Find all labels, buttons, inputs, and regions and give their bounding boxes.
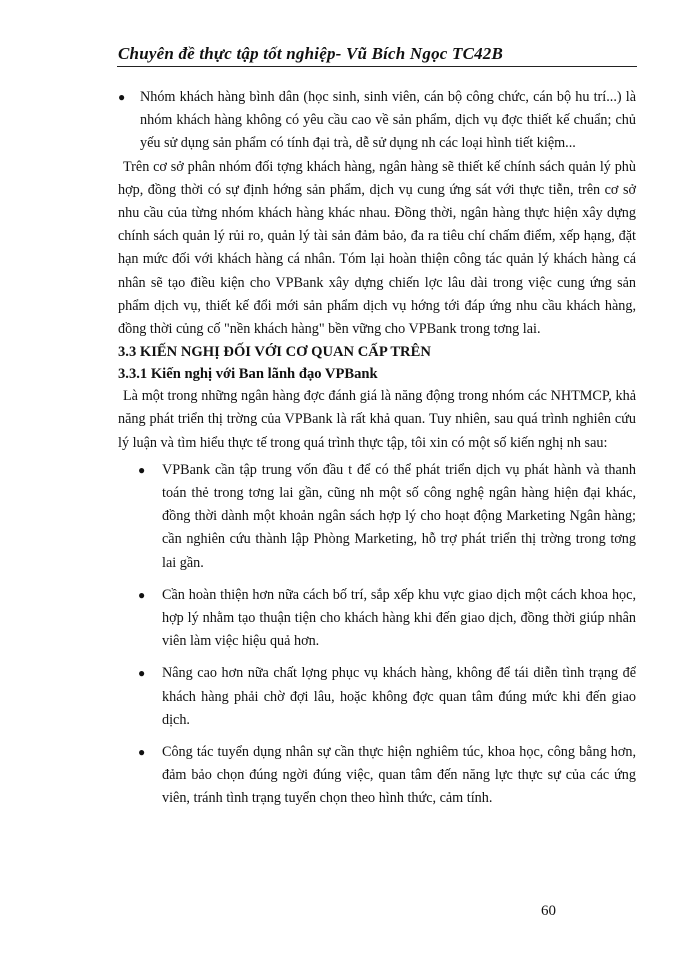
page-content	[118, 86, 636, 820]
list-item-text: Cần hoàn thiện hơn nữa cách bố trí, sắp xếp khu vực giao dịch một cách khoa học, hợp lý nhằm tạo thuận tiện cho khách hàng khi đến giao dịch, đồng thời giúp nhân viên làm việc hiệu quả hơn.	[162, 586, 636, 650]
list-item-text: Nâng cao hơn nữa chất lợng phục vụ khách hàng, không để tái diễn tình trạng để khách hàng phải chờ đợi lâu, hoặc không đợc quan tâm đúng mức khi đến giao dịch.	[162, 665, 636, 728]
list-item	[138, 741, 636, 811]
bullet-text: Nhóm khách hàng bình dân (học sinh, sinh viên, cán bộ công chức, cán bộ hu trí...) là nhóm khách hàng không có yêu cầu cao về sản phẩm, dịch vụ đợc thiết kế chuẩn; chủ yếu sử dụng sản phẩm có tính đại trà, dễ sử dụng nh các loại hình tiết kiệm...	[140, 89, 636, 152]
subsection-heading: 3.3.1 Kiến nghị với Ban lãnh đạo VPBank	[118, 366, 378, 383]
bullet-icon: ●	[138, 462, 146, 477]
list-item-text: VPBank cần tập trung vốn đầu t để có thể phát triển dịch vụ phát hành và thanh toán thẻ trong tơng lai gần, cũng nh một số công nghệ ngân hàng hiện đại khác, đồng thời dành một khoản ngân sách hợp lý cho hoạt động Marketing Ngân hàng; cần nghiên cứu thành lập Phòng Marketing, hỗ trợ phát triển thị trờng trong tơng lai gần.	[162, 461, 636, 571]
list-item	[138, 459, 636, 575]
list-item-text: Công tác tuyển dụng nhân sự cần thực hiện nghiêm túc, khoa học, công bằng hơn, đảm bảo chọn đúng ngời đúng việc, quan tâm đến năng lực thực sự của các ứng viên, tránh tình trạng tuyển chọn theo hình thức, cảm tính.	[162, 744, 636, 807]
running-header: Chuyên đề thực tập tốt nghiệp- Vũ Bích Ngọc TC42B	[118, 44, 504, 63]
list-item	[138, 584, 636, 654]
section-heading: 3.3 KIẾN NGHỊ ĐỐI VỚI CƠ QUAN CẤP TRÊN	[118, 344, 431, 361]
bullet-icon: ●	[118, 90, 126, 104]
bullet-item	[118, 86, 636, 156]
body-paragraph: Là một trong những ngân hàng đợc đánh giá là năng động trong nhóm các NHTMCP, khả năng phát triển thị trờng của VPBank là rất khả quan. Tuy nhiên, sau quá trình nghiên cứu lý luận và tìm hiểu thực tế trong quá trình thực tập, tôi xin có một số kiến nghị nh sau:	[118, 388, 636, 451]
recommendation-list	[138, 459, 636, 811]
bullet-icon: ●	[138, 587, 146, 602]
page-number: 60	[541, 903, 556, 919]
body-paragraph: Trên cơ sở phân nhóm đối tợng khách hàng, ngân hàng sẽ thiết kế chính sách quản lý phù hợp, đồng thời có sự định hớng sản phẩm, dịch vụ cung ứng sát với thực tiễn, trên cơ sở nhu cầu của từng nhóm khách hàng khác nhau. Đồng thời, ngân hàng thực hiện xây dựng chính sách quản lý rủi ro, quản lý tài sản đảm bảo, đa ra tiêu chí chấm điểm, xếp hạng, đặt hạn mức đối với khách hàng cá nhân. Tóm lại hoàn thiện công tác quản lý khách hàng cá nhân sẽ tạo điều kiện cho VPBank xây dựng chiến lợc lâu dài trong việc cung ứng sản phẩm dịch vụ, thiết kế đổi mới sản phẩm dịch vụ hớng tới đáp ứng nhu cầu khách hàng, đồng thời củng cố "nền khách hàng" bền vững cho VPBank trong tơng lai.	[118, 158, 636, 338]
bullet-icon: ●	[138, 666, 146, 681]
bullet-icon: ●	[138, 745, 146, 760]
header-rule	[117, 66, 637, 67]
list-item	[138, 662, 636, 732]
